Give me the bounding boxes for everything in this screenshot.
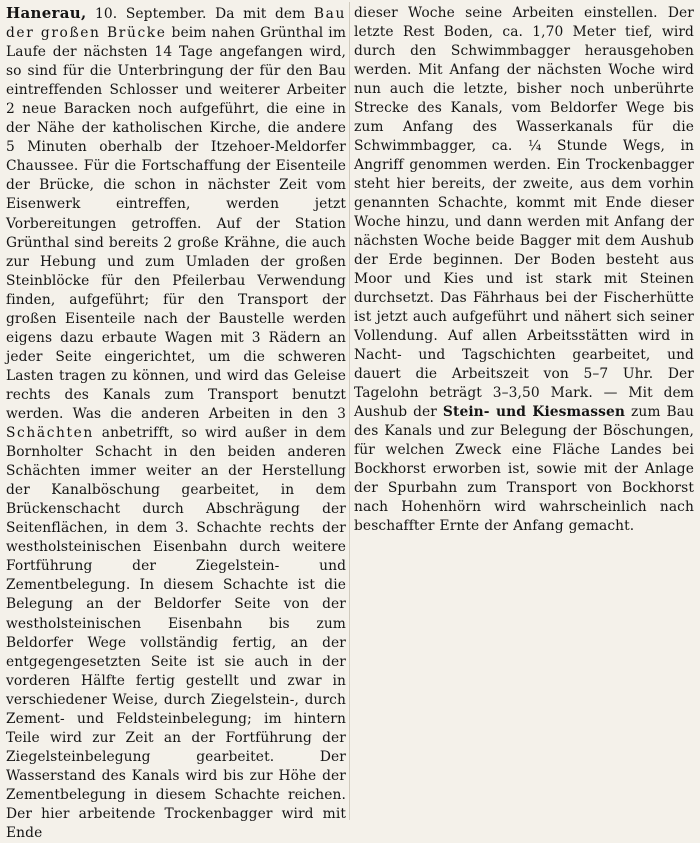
text-segment: dieser Woche seine Arbeiten einstellen. Der letzte Rest Boden, ca. 1,70 Meter tief, wird durch den Schwimmbagger herausgehoben werden. Mit Anfang der nächsten Woche wird nun auch die letzte, bisher noch unberührte Strecke des Kanals, vom Beldorfer Wege bis zum Anfang des Wasserkanals für die Schwimmbagger, ca. ¼ Stunde Wegs, in Angriff genommen werden. Ein Trockenbagger steht hier bereits, der zweite, aus dem vorhin genannten Schachte, kommt mit Ende dieser Woche hinzu, und dann werden mit Anfang der nächsten Woche beide Bagger mit dem Aushub der Erde beginnen. Der Boden besteht aus Moor und Kies und ist stark mit Steinen durchsetzt. Das Fährhaus bei der Fischerhütte ist jetzt auch aufgeführt und nähert sich seiner Vollendung. Auf allen Arbeitsstätten wird in Nacht- und Tagschichten gearbeitet, und dauert die Arbeitszeit von 5–7 Uhr. Der Tagelohn beträgt 3–3,50 Mark. — Mit dem Aushub der — [354, 5, 694, 421]
article-column-right — [354, 4, 694, 818]
article-column-left — [6, 4, 346, 842]
article-paragraph-left — [6, 4, 346, 843]
text-segment: Da mit dem — [215, 6, 314, 22]
article-paragraph-right — [354, 4, 694, 536]
dateline-place: Hanerau, — [6, 4, 87, 22]
text-segment: anbetrifft, so wird außer in dem Bornholter Schacht in den beiden anderen Schächten immer weiter an der Herstellung der Kanalböschung gearbeitet, in dem Brückenschacht durch Abschrägung der Seitenflächen, in dem 3. Schachte rechts der westholsteinischen Eisenbahn durch weitere Fortführung der Ziegelstein- und Zementbelegung. In diesem Schachte ist die Belegung an der Beldorfer Seite von der westholsteinischen Eisenbahn bis zum Beldorfer Wege vollständig fertig, an der entgegengesetzten Seite ist sie auch in der vorderen Hälfte fertig gestellt und zwar in verschiedener Weise, durch Ziegelstein-, durch Zement- und Feldsteinbelegung; im hintern Teile wird zur Zeit an der Fortführung der Ziegelsteinbelegung gearbeitet. Der Wasserstand des Kanals wird bis zur Höhe der Zementbelegung in diesem Schachte reichen. Der hier arbeitende Trockenbagger wird mit Ende — [6, 425, 346, 842]
text-segment: beim nahen Grünthal im Laufe der nächsten 14 Tage angefangen wird, so sind für die Unterbringung der für den Bau eintreffenden Schlosser und weiterer Arbeiter 2 neue Baracken noch aufgeführt, die eine in der Nähe der katholischen Kirche, die andere 5 Minuten oberhalb der Itzehoer-Meldorfer Chaussee. Für die Fortschaffung der Eisenteile der Brücke, die schon in nächster Zeit vom Eisenwerk eintreffen, werden jetzt Vorbereitungen getroffen. Auf der Station Grünthal sind bereits 2 große Krähne, die auch zur Hebung und zum Umladen der großen Steinblöcke für den Pfeilerbau Verwendung finden, aufgeführt; für den Transport der großen Eisenteile nach der Baustelle werden eigens dazu erbaute Wagen mit 3 Rädern an jeder Seite eingerichtet, um die schweren Lasten tragen zu können, und wird das Geleise rechts des Kanals zum Transport benutzt werden. Was die anderen Arbeiten in den 3 — [6, 25, 346, 422]
text-segment: zum Bau des Kanals und zur Belegung der Böschungen, für welchen Zweck eine Fläche Landes bei Bockhorst erworben ist, sowie mit der Anlage der Spurbahn zum Transport von Bockhorst nach Hohenhörn wird wahrscheinlich nach beschaffter Ernte der Anfang gemacht. — [354, 404, 695, 535]
bold-text-segment: Stein- und Kiesmassen — [442, 404, 626, 421]
column-divider — [349, 2, 350, 820]
dateline-date: 10. September. — [95, 6, 207, 22]
spaced-text-segment: Bau der großen Brücke — [6, 6, 346, 42]
spaced-text-segment: Schächten — [6, 425, 94, 442]
